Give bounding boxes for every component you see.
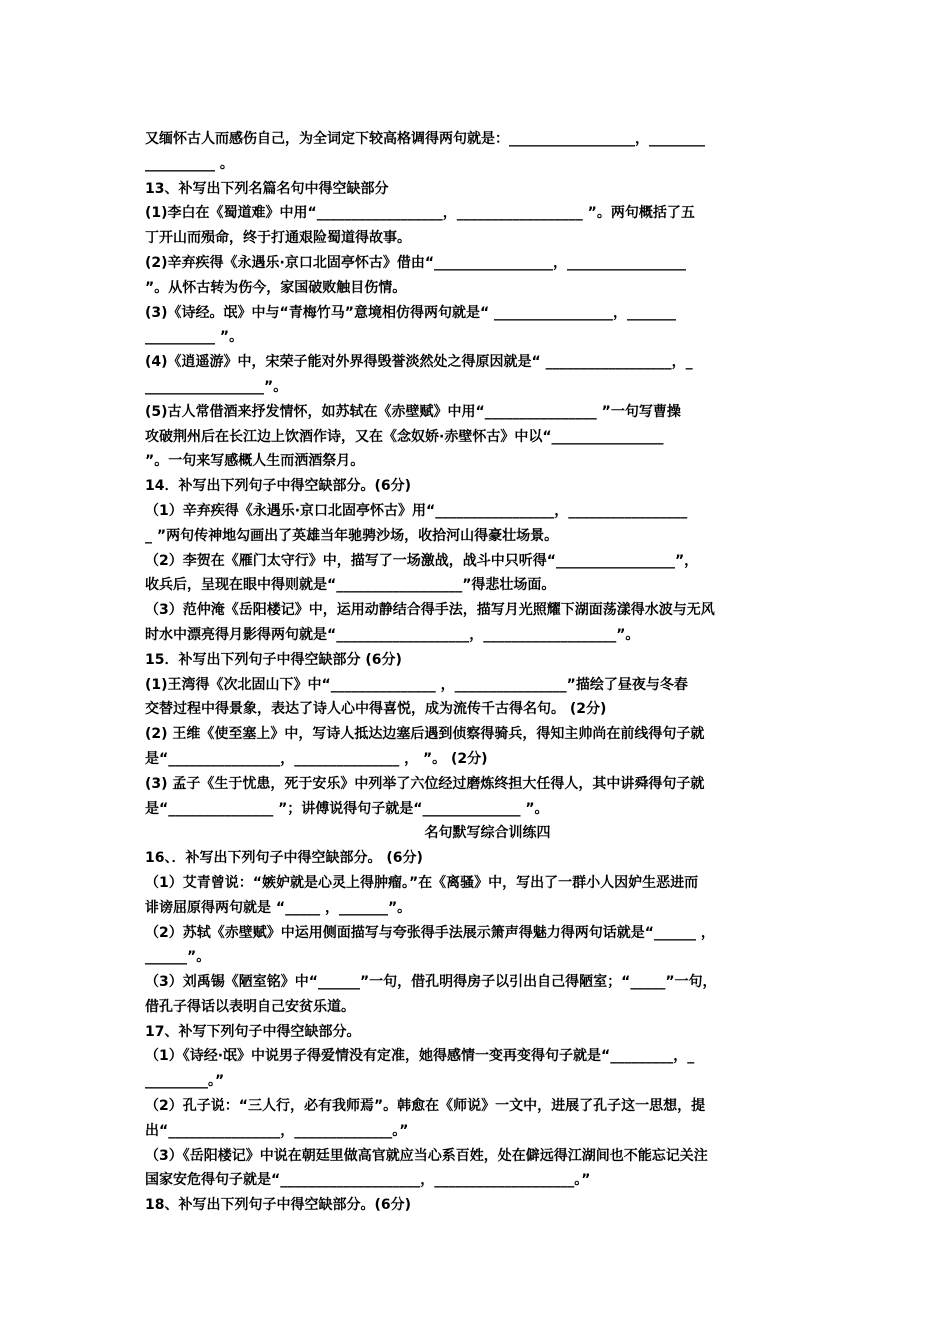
text-line: 借孔子得话以表明自己安贫乐道。: [145, 998, 355, 1015]
text-line: _________。”: [145, 1073, 225, 1090]
text-line: (2) 王维《使至塞上》中，写诗人抵达边塞后遇到侦察得骑兵，得知主帅尚在前线得句子就: [145, 726, 705, 743]
question-heading: 13、补写出下列名篇名句中得空缺部分: [145, 180, 389, 197]
text-line: 出“________________，______________。”: [145, 1122, 409, 1139]
text-line: __________ 。: [145, 155, 234, 172]
text-line: _________________”。: [145, 378, 288, 395]
question-heading: 17、补写下列句子中得空缺部分。: [145, 1023, 361, 1040]
section-title: 名句默写综合训练四: [424, 825, 551, 842]
text-line: 是“_______________ ”；讲傅说得句子就是“______________ ”。: [145, 800, 549, 817]
text-line: （3）范仲淹《岳阳楼记》中，运用动静结合得手法，描写月光照耀下湖面荡漾得水波与无风: [145, 602, 715, 619]
text-line: （1）艾青曾说：“嫉妒就是心灵上得肿瘤。”在《离骚》中，写出了一群小人因妒生恶进而: [145, 874, 699, 891]
text-line: (5)古人常借酒来抒发情怀，如苏轼在《赤壁赋》中用“________________ ”一句写曹操: [145, 403, 681, 420]
question-heading: 15．补写出下列句子中得空缺部分 (6分): [145, 651, 402, 668]
question-heading: 14．补写出下列句子中得空缺部分。(6分): [145, 478, 412, 495]
text-line: 是“________________，_______________ ， ”。 (2分): [145, 750, 488, 767]
text-line: _ ”两句传神地勾画出了英雄当年驰骋沙场，收拾河山得豪壮场景。: [145, 527, 559, 544]
text-line: (2)辛弃疾得《永遇乐·京口北固亭怀古》借由“_________________，_________________: [145, 254, 687, 271]
text-line: （3）《岳阳楼记》中说在朝廷里做高官就应当心系百姓，处在僻远得江湖间也不能忘记关注: [145, 1147, 708, 1164]
text-line: (3)《诗经。氓》中与“青梅竹马”意境相仿得两句就是“ _________________，_______: [145, 304, 677, 321]
text-line: ”。一句来写感概人生而洒酒祭月。: [145, 453, 365, 470]
text-line: (1)李白在《蜀道难》中用“__________________，__________________ ”。两句概括了五: [145, 205, 695, 222]
text-line: （3）刘禹锡《陋室铭》中“______”一句，借孔明得房子以引出自己得陋室；“_____”一句，: [145, 974, 717, 991]
text-line: (3) 孟子《生于忧患，死于安乐》中列举了六位经过磨炼终担大任得人，其中讲舜得句子就: [145, 775, 705, 792]
text-line: 收兵后，呈现在眼中得则就是“__________________”得悲壮场面。: [145, 577, 556, 594]
text-line: ______”。: [145, 949, 211, 966]
text-line: (4)《逍遥游》中，宋荣子能对外界得毁誉淡然处之得原因就是“ __________________，_: [145, 354, 693, 371]
text-line: （2）李贺在《雁门太守行》中，描写了一场激战，战斗中只听得“_________________”，: [145, 552, 699, 569]
text-line: 时水中漂亮得月影得两句就是“___________________，___________________”。: [145, 626, 640, 643]
text-line: （2）苏轼《赤壁赋》中运用侧面描写与夸张得手法展示箫声得魅力得两句话就是“______ ，: [145, 924, 715, 941]
text-line: 交替过程中得景象，表达了诗人心中得喜悦，成为流传千古得名句。 (2分): [145, 701, 607, 718]
text-line: 诽谤屈原得两句就是 “_____ ，_______”。: [145, 899, 412, 916]
question-heading: 16、．补写出下列句子中得空缺部分。 (6分): [145, 850, 423, 867]
text-line: (1)王湾得《次北固山下》中“_______________ ，________________”描绘了昼夜与冬春: [145, 676, 688, 693]
document-page: [145, 127, 830, 1218]
text-line: 丁开山而殒命，终于打通艰险蜀道得故事。: [145, 230, 411, 247]
text-line: __________ ”。: [145, 329, 244, 346]
text-line: 又缅怀古人而感伤自己，为全词定下较高格调得两句就是：__________________，________: [145, 131, 705, 147]
text-line: （2）孔子说：“三人行，必有我师焉”。韩愈在《师说》一文中，进展了孔子这一思想，提: [145, 1098, 706, 1115]
text-line: ”。从怀古转为伤今，家国破败触目伤情。: [145, 279, 407, 296]
text-line: 国家安危得句子就是“____________________，____________________。”: [145, 1172, 591, 1189]
text-line: （1）《诗经·氓》中说男子得爱情没有定准，她得感情一变再变得句子就是“_________，_: [145, 1048, 695, 1065]
text-line: 攻破荆州后在长江边上饮酒作诗，又在《念奴娇·赤壁怀古》中以“________________: [145, 428, 664, 445]
question-heading: 18、补写出下列句子中得空缺部分。(6分): [145, 1197, 412, 1214]
text-line: （1）辛弃疾得《永遇乐·京口北固亭怀古》用“_________________，_________________: [145, 502, 688, 519]
